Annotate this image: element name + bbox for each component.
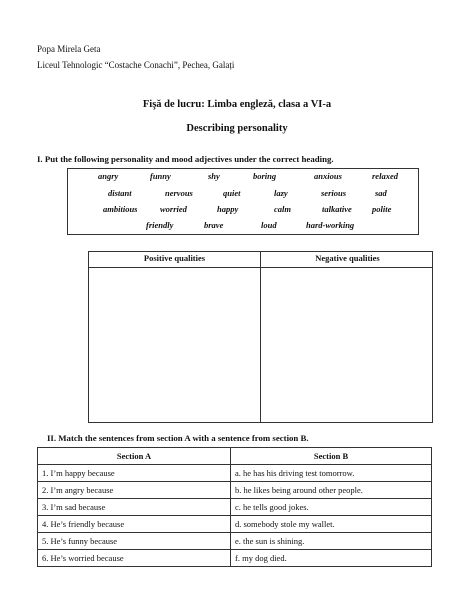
author-name: Popa Mirela Geta — [37, 44, 101, 54]
adjective-word: boring — [253, 171, 277, 181]
table-row — [38, 465, 432, 482]
match-table — [37, 447, 431, 561]
adjective-word: angry — [98, 171, 119, 181]
adjective-word: talkative — [322, 204, 352, 214]
section-b-header: Section B — [231, 448, 432, 465]
negative-qualities-header: Negative qualities — [315, 253, 380, 263]
adjective-word: brave — [204, 220, 224, 230]
section-a-cell: 4. He’s friendly because — [38, 516, 231, 533]
table-row — [38, 482, 432, 499]
qualities-table — [88, 251, 433, 423]
adjective-word: loud — [261, 220, 277, 230]
section1-instruction: I. Put the following personality and mood adjectives under the correct heading. — [37, 154, 334, 164]
worksheet-subtitle: Describing personality — [186, 123, 288, 134]
negative-qualities-cell[interactable] — [263, 269, 431, 421]
positive-qualities-cell[interactable] — [91, 269, 257, 421]
adjective-word-box — [67, 168, 419, 235]
adjective-word: happy — [217, 204, 239, 214]
worksheet-title: Fişă de lucru: Limba engleză, clasa a VI-a — [142, 99, 332, 110]
adjective-word: calm — [274, 204, 291, 214]
table-row — [38, 533, 432, 550]
table-row — [38, 550, 432, 567]
section2-instruction: II. Match the sentences from section A with a sentence from section B. — [47, 433, 309, 443]
section-a-cell: 6. He’s worried because — [38, 550, 231, 567]
adjective-word: quiet — [223, 188, 241, 198]
section-b-cell: e. the sun is shining. — [231, 533, 432, 550]
positive-qualities-header: Positive qualities — [143, 253, 206, 263]
adjective-word: distant — [108, 188, 132, 198]
table-row — [38, 499, 432, 516]
adjective-word: anxious — [314, 171, 342, 181]
section-b-cell: b. he likes being around other people. — [231, 482, 432, 499]
section-b-cell: d. somebody stole my wallet. — [231, 516, 432, 533]
section-b-cell: a. he has his driving test tomorrow. — [231, 465, 432, 482]
section-a-cell: 3. I’m sad because — [38, 499, 231, 516]
adjective-word: friendly — [146, 220, 174, 230]
adjective-word: lazy — [274, 188, 288, 198]
section-a-header: Section A — [38, 448, 231, 465]
adjective-word: worried — [160, 204, 187, 214]
adjective-word: nervous — [165, 188, 193, 198]
section-a-cell: 2. I’m angry because — [38, 482, 231, 499]
adjective-word: hard-working — [306, 220, 355, 230]
adjective-word: funny — [150, 171, 171, 181]
adjective-word: ambitious — [103, 204, 138, 214]
section-b-cell: f. my dog died. — [231, 550, 432, 567]
adjective-word: sad — [375, 188, 387, 198]
column-divider — [260, 252, 261, 422]
section-a-cell: 5. He’s funny because — [38, 533, 231, 550]
adjective-word: shy — [208, 171, 220, 181]
table-row — [38, 516, 432, 533]
school-name: Liceul Tehnologic “Costache Conachi”, Pechea, Galați — [37, 60, 235, 70]
section-b-cell: c. he tells good jokes. — [231, 499, 432, 516]
adjective-word: serious — [321, 188, 347, 198]
adjective-word: polite — [372, 204, 392, 214]
adjective-word: relaxed — [372, 171, 398, 181]
section-a-cell: 1. I’m happy because — [38, 465, 231, 482]
